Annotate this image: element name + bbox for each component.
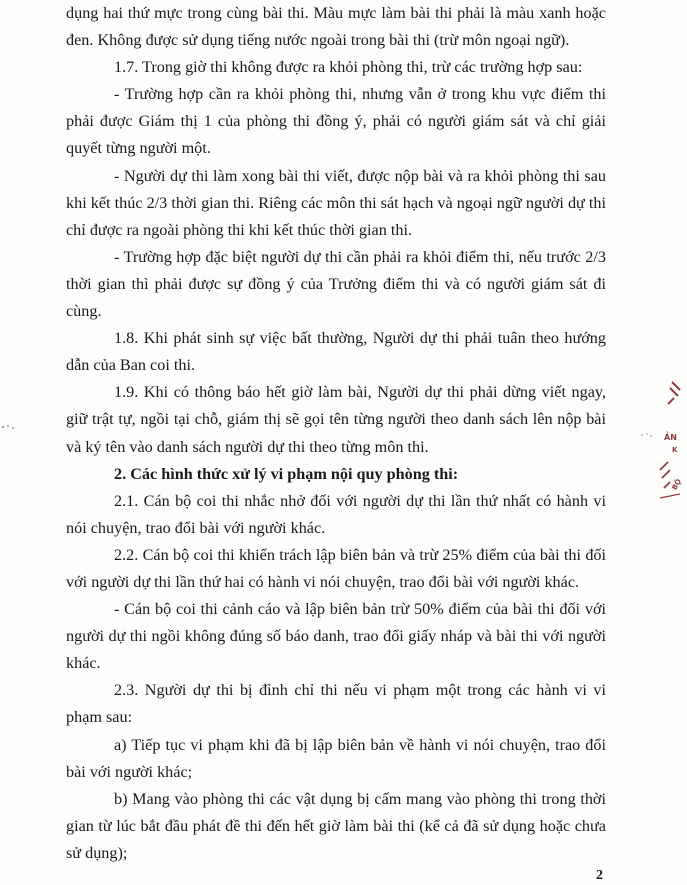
paragraph-1-9: 1.9. Khi có thông báo hết giờ làm bài, Người dự thi phải dừng viết ngay, giữ trật tự, ngồi tại chỗ, giám thị sẽ gọi tên từng người theo danh sách lên nộp bài và ký tên vào danh sách người dự thi theo từng môn thi. <box>66 383 606 456</box>
paragraph-1-7: 1.7. Trong giờ thi không được ra khỏi phòng thi, trừ các trường hợp sau: <box>114 58 583 77</box>
paragraph-continuation: dụng hai thứ mực trong cùng bài thi. Màu mực làm bài thi phải là màu xanh hoặc đen. Không được sử dụng tiếng nước ngoài trong bài thi (trừ môn ngoại ngữ). <box>66 4 606 50</box>
paragraph-2-2-warning: - Cán bộ coi thi cảnh cáo và lập biên bản trừ 50% điểm của bài thi đối với người dự thi ngồi không đúng số báo danh, trao đổi giấy nháp và bài thi với người khác. <box>66 600 606 673</box>
partial-stamp-mark <box>658 378 684 508</box>
svg-text:ẢN: ẢN <box>664 433 677 442</box>
paragraph-1-7-case-3: - Trường hợp đặc biệt người dự thi cần phải ra khỏi điểm thi, nếu trước 2/3 thời gian thì phải được sự đồng ý của Trưởng điểm thi và có người giám sát đi cùng. <box>66 247 606 321</box>
paragraph-2-2: 2.2. Cán bộ coi thi khiển trách lập biên bản và trừ 25% điểm của bài thi đối với người dự thi lần thứ hai có hành vi nói chuyện, trao đổi bài với người khác. <box>66 545 606 591</box>
document-body <box>66 0 606 867</box>
svg-text:K: K <box>672 446 678 454</box>
paragraph-2-3: 2.3. Người dự thi bị đình chỉ thi nếu vi phạm một trong các hành vi vi phạm sau: <box>66 681 606 727</box>
section-heading-2: 2. Các hình thức xử lý vi phạm nội quy phòng thi: <box>114 464 459 483</box>
scan-speck-right <box>640 432 654 438</box>
svg-text:BỘ: BỘ <box>670 477 684 492</box>
stamp-edge-graphic <box>658 378 684 508</box>
paragraph-1-7-case-2: - Người dự thi làm xong bài thi viết, được nộp bài và ra khỏi phòng thi sau khi kết thúc 2/3 thời gian thi. Riêng các môn thi sát hạch và ngoại ngữ người dự thi chỉ được ra ngoài phòng thi khi kết thúc thời gian thi. <box>66 166 606 239</box>
paragraph-1-7-case-1: - Trường hợp cần ra khỏi phòng thi, nhưng vẫn ở trong khu vực điểm thi phải được Giám thị 1 của phòng thi đồng ý, phải có người giám sát và chỉ giải quyết từng người một. <box>66 85 606 158</box>
paragraph-2-3-b: b) Mang vào phòng thi các vật dụng bị cấm mang vào phòng thi trong thời gian từ lúc bắt đầu phát đề thi đến hết giờ làm bài thi (kể cả đã sử dụng hoặc chưa sử dụng); <box>66 789 606 862</box>
scan-speck-left <box>0 424 16 430</box>
paragraph-1-8: 1.8. Khi phát sinh sự việc bất thường, Người dự thi phải tuân theo hướng dẫn của Ban coi thi. <box>66 329 606 375</box>
paragraph-2-3-a: a) Tiếp tục vi phạm khi đã bị lập biên bản về hành vi nói chuyện, trao đổi bài với người khác; <box>66 735 606 781</box>
paragraph-2-1: 2.1. Cán bộ coi thi nhắc nhở đối với người dự thi lần thứ nhất có hành vi nói chuyện, trao đổi bài với người khác. <box>66 491 606 537</box>
page-number: 2 <box>596 868 603 883</box>
